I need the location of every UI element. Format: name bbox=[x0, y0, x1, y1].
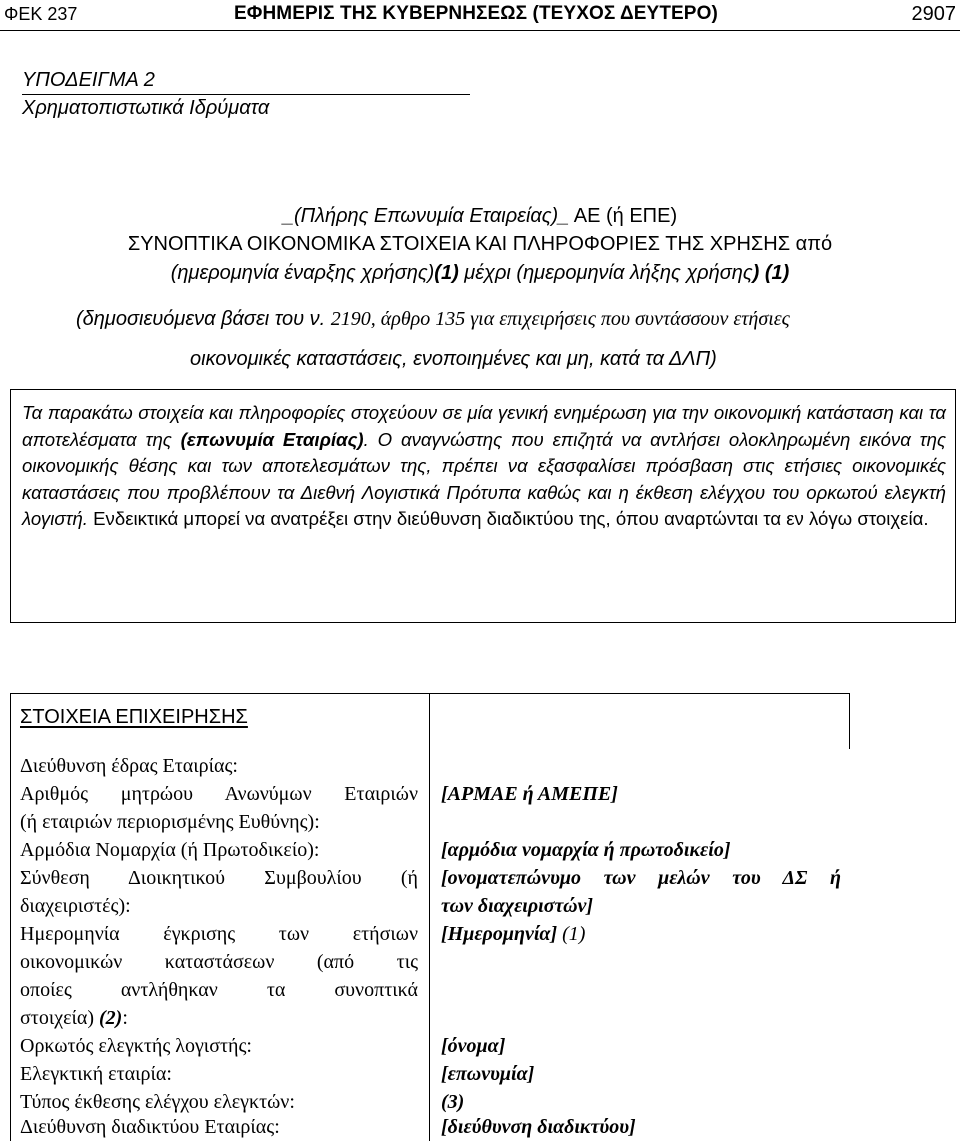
period-start: (ημερομηνία έναρξης χρήσης) bbox=[170, 262, 435, 284]
address-label: Διεύθυνση έδρας Εταιρίας: bbox=[20, 755, 238, 777]
registry-value: [ΑΡΜΑΕ ή ΑΜΕΠΕ] bbox=[441, 783, 618, 805]
disclaimer-company-name: (επωνυμία Εταιρίας) bbox=[180, 428, 364, 450]
disclaimer-part-1: Τα παρακάτω στοιχεία και πληροφορίες στοχεύουν σε μία γενική ενημέρωση για την οικονομική κατάσταση και τα αποτελέσματα της bbox=[22, 402, 946, 450]
website-value: [διεύθυνση διαδικτύου] bbox=[441, 1116, 636, 1138]
law-reference-line bbox=[76, 308, 790, 331]
report-type-label: Τύπος έκθεσης ελέγχου ελεγκτών: bbox=[20, 1091, 295, 1113]
registry-label bbox=[20, 780, 418, 808]
company-name-line bbox=[0, 205, 960, 228]
disclaimer-text bbox=[22, 400, 946, 533]
approval-date-placeholder: [Ημερομηνία] bbox=[441, 923, 558, 945]
report-type-value: (3) bbox=[441, 1091, 465, 1113]
table-top-border bbox=[10, 693, 850, 694]
period-end: μέχρι (ημερομηνία λήξης χρήσης bbox=[458, 262, 753, 284]
approval-label-line-4 bbox=[20, 1004, 418, 1032]
sample-subtitle: Χρηματοπιστωτικά Ιδρύματα bbox=[22, 97, 270, 119]
period-footnote-1: (1) bbox=[434, 262, 459, 284]
approval-label-line-1: Ημερομηνία έγκρισης των ετήσιων bbox=[20, 923, 418, 945]
approval-label-line-3: οποίες αντλήθηκαν τα συνοπτικά bbox=[20, 979, 418, 1001]
sample-title bbox=[22, 67, 470, 122]
prefecture-value: [αρμόδια νομαρχία ή πρωτοδικείο] bbox=[441, 839, 731, 861]
website-label: Διεύθυνση διαδικτύου Εταιρίας: bbox=[20, 1116, 280, 1138]
table-right-border bbox=[849, 693, 850, 749]
issue-number: ΦΕΚ 237 bbox=[4, 4, 78, 24]
registry-label-line-2: (ή εταιριών περιορισμένης Ευθύνης): bbox=[20, 811, 320, 833]
company-details-table bbox=[10, 693, 850, 1141]
board-value-line-1: [ονοματεπώνυμο των μελών του ΔΣ ή bbox=[441, 867, 841, 889]
auditor-label: Ορκωτός ελεγκτής λογιστής: bbox=[20, 1035, 252, 1057]
company-type: ΑΕ (ή ΕΠΕ) bbox=[569, 205, 678, 227]
disclaimer-part-4: Ενδεικτικά μπορεί να ανατρέξει στην διεύθυνση διαδικτύου της, όπου αναρτώνται τα εν λόγω στοιχεία. bbox=[93, 508, 929, 530]
board-label-line-1: Σύνθεση Διοικητικού Συμβουλίου (ή bbox=[20, 867, 418, 889]
summary-title: ΣΥΝΟΠΤΙΚΑ ΟΙΚΟΝΟΜΙΚΑ ΣΤΟΙΧΕΙΑ ΚΑΙ ΠΛΗΡΟΦΟΡΙΕΣ ΤΗΣ ΧΡΗΣΗΣ από bbox=[127, 233, 833, 255]
approval-value bbox=[441, 920, 841, 948]
approval-footnote: (2) bbox=[99, 1007, 123, 1029]
audit-firm-label: Ελεγκτική εταιρία: bbox=[20, 1063, 172, 1085]
gazette-header bbox=[0, 0, 960, 31]
approval-label-text: στοιχεία) bbox=[20, 1007, 99, 1029]
prefecture-label: Αρμόδια Νομαρχία (ή Πρωτοδικείο): bbox=[20, 839, 320, 861]
gazette-title: ΕΦΗΜΕΡΙΣ ΤΗΣ ΚΥΒΕΡΝΗΣΕΩΣ (ΤΕΥΧΟΣ ΔΕΥΤΕΡΟ) bbox=[234, 3, 718, 24]
period-line bbox=[0, 262, 960, 285]
disclaimer-box bbox=[10, 389, 956, 623]
board-label-line-2: διαχειριστές): bbox=[20, 895, 131, 917]
law-prefix: (δημοσιευόμενα βάσει του ν. bbox=[76, 308, 331, 330]
period-footnote-2: ) (1) bbox=[752, 262, 790, 284]
sample-number: ΥΠΟΔΕΙΓΜΑ 2 bbox=[22, 67, 470, 95]
approval-label-line-2: οικονομικών καταστάσεων (από τις bbox=[20, 951, 418, 973]
law-article: 2190, άρθρο 135 για επιχειρήσεις που συντάσσουν ετήσιες bbox=[330, 308, 790, 330]
disclaimer-part-3: . Ο αναγνώστης που επιζητά να αντλήσει ολοκληρωμένη εικόνα της οικονομικής θέσης και των αποτελεσμάτων της, πρέπει να εξασφαλίσει πρόσβαση στις ετήσιες οικονομικές καταστάσεις που προβλέπουν τα Διεθνή Λογιστικά Πρότυπα καθώς και η έκθεση ελέγχου του ορκωτού ελεγκτή λογιστή. bbox=[22, 428, 946, 530]
company-name-placeholder: _(Πλήρης Επωνυμία Εταιρείας)_ bbox=[282, 205, 570, 227]
page-number: 2907 bbox=[911, 3, 956, 25]
approval-label-colon: : bbox=[122, 1007, 128, 1029]
ifrs-line: οικονομικές καταστάσεις, ενοποιημένες και μη, κατά τα ΔΛΠ) bbox=[190, 348, 717, 370]
registry-label-line-1: Αριθμός μητρώου Ανωνύμων Εταιριών bbox=[20, 783, 418, 805]
table-left-border bbox=[10, 693, 11, 1141]
board-value-line-2: των διαχειριστών] bbox=[441, 895, 594, 917]
audit-firm-value: [επωνυμία] bbox=[441, 1063, 535, 1085]
table-column-divider bbox=[429, 693, 430, 1141]
section-heading: ΣΤΟΙΧΕΙΑ ΕΠΙΧΕΙΡΗΣΗΣ bbox=[20, 706, 248, 728]
auditor-value: [όνομα] bbox=[441, 1035, 506, 1057]
approval-date-footnote: (1) bbox=[557, 923, 586, 945]
